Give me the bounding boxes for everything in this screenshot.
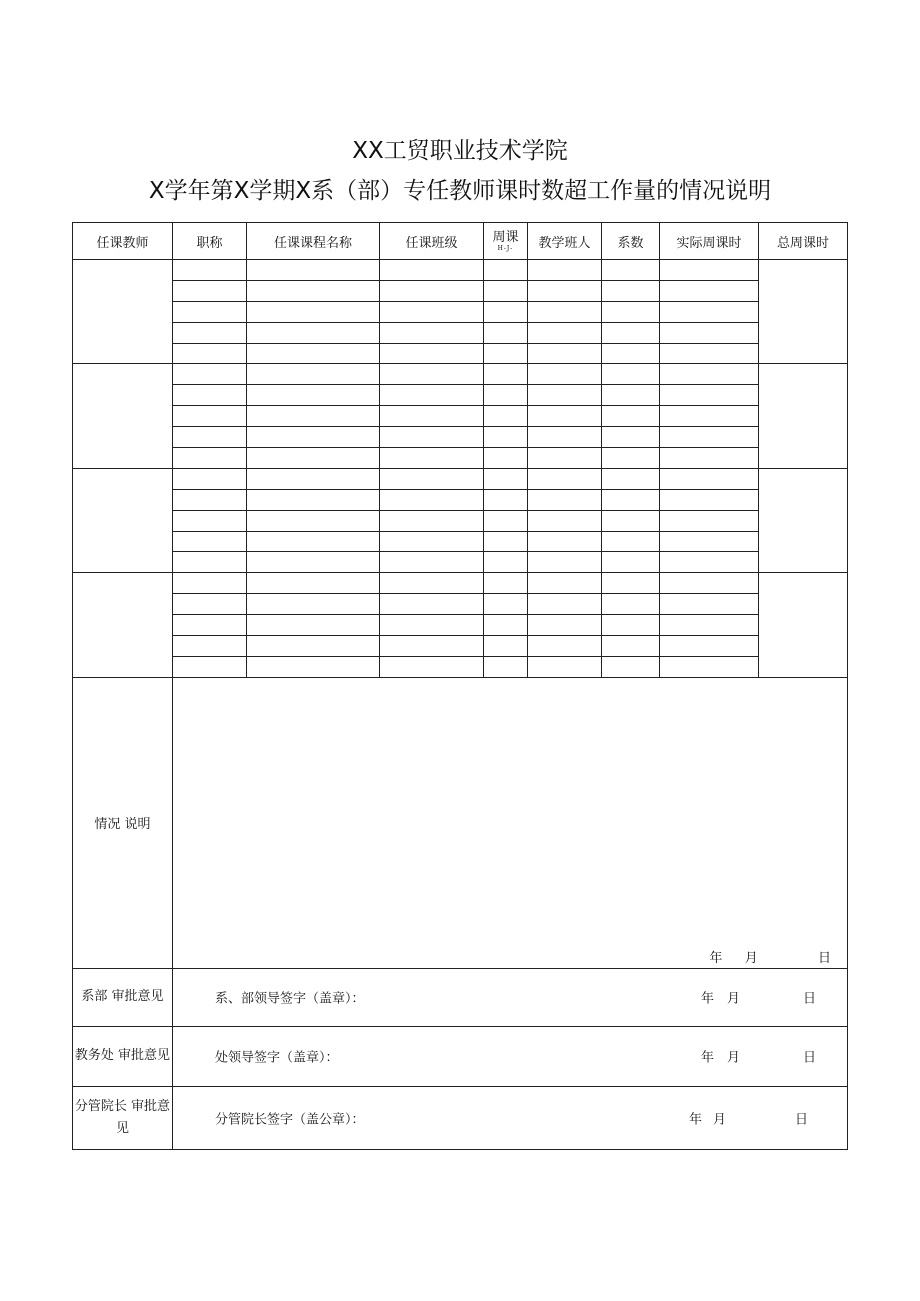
actual-hours-cell[interactable] bbox=[660, 343, 759, 364]
col-header-title: 职称 bbox=[173, 223, 247, 260]
approval-field-department[interactable] bbox=[173, 968, 848, 1026]
col-header-course: 任课课程名称 bbox=[247, 223, 380, 260]
signature-text-department: 系、部领导签字（盖章）： bbox=[215, 991, 365, 1007]
weekly-hours-cell[interactable] bbox=[484, 301, 528, 322]
actual-hours-cell[interactable] bbox=[660, 385, 759, 406]
weekly-hours-cell[interactable] bbox=[484, 594, 528, 615]
course-cell[interactable] bbox=[247, 615, 380, 636]
weekly-hours-cell[interactable] bbox=[484, 573, 528, 594]
weekly-hours-cell[interactable] bbox=[484, 510, 528, 531]
course-cell[interactable] bbox=[247, 322, 380, 343]
approval-label-department: 系部 审批意见 bbox=[73, 968, 173, 1026]
title-cell[interactable] bbox=[173, 636, 247, 657]
coefficient-cell[interactable] bbox=[602, 322, 660, 343]
title-cell[interactable] bbox=[173, 594, 247, 615]
title-cell[interactable] bbox=[173, 280, 247, 301]
course-cell[interactable] bbox=[247, 385, 380, 406]
course-cell[interactable] bbox=[247, 468, 380, 489]
class-cell[interactable] bbox=[380, 573, 484, 594]
coefficient-cell[interactable] bbox=[602, 636, 660, 657]
weekly-hours-cell[interactable] bbox=[484, 322, 528, 343]
course-cell[interactable] bbox=[247, 552, 380, 573]
class-cell[interactable] bbox=[380, 552, 484, 573]
class-cell[interactable] bbox=[380, 322, 484, 343]
weekly-hours-cell[interactable] bbox=[484, 448, 528, 469]
weekly-hours-cell[interactable] bbox=[484, 489, 528, 510]
coefficient-cell[interactable] bbox=[602, 343, 660, 364]
table-row bbox=[73, 573, 848, 594]
table-row bbox=[73, 322, 848, 343]
coefficient-cell[interactable] bbox=[602, 552, 660, 573]
students-cell[interactable] bbox=[528, 489, 602, 510]
teacher-cell[interactable] bbox=[73, 573, 173, 677]
workload-form-table bbox=[72, 222, 848, 1150]
coefficient-cell[interactable] bbox=[602, 594, 660, 615]
course-cell[interactable] bbox=[247, 594, 380, 615]
date-day: 日 bbox=[817, 950, 831, 966]
title-cell[interactable] bbox=[173, 615, 247, 636]
table-row bbox=[73, 636, 848, 657]
table-row bbox=[73, 489, 848, 510]
actual-hours-cell[interactable] bbox=[660, 656, 759, 677]
total-hours-cell[interactable] bbox=[759, 260, 848, 364]
students-cell[interactable] bbox=[528, 343, 602, 364]
class-cell[interactable] bbox=[380, 448, 484, 469]
table-row bbox=[73, 552, 848, 573]
weekly-hours-cell[interactable] bbox=[484, 636, 528, 657]
col-header-coefficient: 系数 bbox=[602, 223, 660, 260]
coefficient-cell[interactable] bbox=[602, 448, 660, 469]
students-cell[interactable] bbox=[528, 260, 602, 281]
table-row bbox=[73, 260, 848, 281]
class-cell[interactable] bbox=[380, 343, 484, 364]
weekly-hours-cell[interactable] bbox=[484, 531, 528, 552]
actual-hours-cell[interactable] bbox=[660, 489, 759, 510]
title-cell[interactable] bbox=[173, 364, 247, 385]
date-month: 月 bbox=[744, 950, 758, 966]
actual-hours-cell[interactable] bbox=[660, 468, 759, 489]
weekly-hours-cell[interactable] bbox=[484, 406, 528, 427]
teacher-cell[interactable] bbox=[73, 468, 173, 572]
course-cell[interactable] bbox=[247, 301, 380, 322]
table-row bbox=[73, 301, 848, 322]
approval-year-department: 年 bbox=[701, 991, 715, 1007]
coefficient-cell[interactable] bbox=[602, 427, 660, 448]
approval-month-department: 月 bbox=[727, 991, 741, 1007]
weekly-hours-cell[interactable] bbox=[484, 656, 528, 677]
students-cell[interactable] bbox=[528, 406, 602, 427]
students-cell[interactable] bbox=[528, 510, 602, 531]
table-row bbox=[73, 427, 848, 448]
col-header-class: 任课班级 bbox=[380, 223, 484, 260]
table-row bbox=[73, 448, 848, 469]
course-cell[interactable] bbox=[247, 280, 380, 301]
coefficient-cell[interactable] bbox=[602, 301, 660, 322]
total-hours-cell[interactable] bbox=[759, 468, 848, 572]
actual-hours-cell[interactable] bbox=[660, 427, 759, 448]
table-row bbox=[73, 280, 848, 301]
description-label: 情况 说明 bbox=[73, 677, 173, 968]
actual-hours-cell[interactable] bbox=[660, 552, 759, 573]
course-cell[interactable] bbox=[247, 531, 380, 552]
class-cell[interactable] bbox=[380, 260, 484, 281]
table-row bbox=[73, 406, 848, 427]
form-title: X学年第X学期X系（部）专任教师课时数超工作量的情况说明 bbox=[148, 178, 772, 204]
weekly-hours-cell[interactable] bbox=[484, 385, 528, 406]
students-cell[interactable] bbox=[528, 468, 602, 489]
col-header-total-hours: 总周课时 bbox=[759, 223, 848, 260]
title-cell[interactable] bbox=[173, 531, 247, 552]
approval-row-academic-affairs bbox=[73, 1026, 848, 1086]
course-cell[interactable] bbox=[247, 260, 380, 281]
students-cell[interactable] bbox=[528, 615, 602, 636]
teacher-cell[interactable] bbox=[73, 260, 173, 364]
course-cell[interactable] bbox=[247, 656, 380, 677]
course-cell[interactable] bbox=[247, 448, 380, 469]
students-cell[interactable] bbox=[528, 552, 602, 573]
students-cell[interactable] bbox=[528, 531, 602, 552]
coefficient-cell[interactable] bbox=[602, 615, 660, 636]
title-cell[interactable] bbox=[173, 406, 247, 427]
col-header-weekly-hours bbox=[484, 223, 528, 260]
approval-row-vice-president bbox=[73, 1086, 848, 1149]
actual-hours-cell[interactable] bbox=[660, 406, 759, 427]
teacher-cell[interactable] bbox=[73, 364, 173, 468]
class-cell[interactable] bbox=[380, 364, 484, 385]
actual-hours-cell[interactable] bbox=[660, 280, 759, 301]
table-row bbox=[73, 656, 848, 677]
title-cell[interactable] bbox=[173, 301, 247, 322]
coefficient-cell[interactable] bbox=[602, 656, 660, 677]
course-cell[interactable] bbox=[247, 573, 380, 594]
class-cell[interactable] bbox=[380, 427, 484, 448]
class-cell[interactable] bbox=[380, 489, 484, 510]
approval-month-vice-president: 月 bbox=[713, 1112, 727, 1128]
actual-hours-cell[interactable] bbox=[660, 510, 759, 531]
approval-month-academic-affairs: 月 bbox=[727, 1050, 741, 1066]
students-cell[interactable] bbox=[528, 280, 602, 301]
title-cell[interactable] bbox=[173, 385, 247, 406]
title-cell[interactable] bbox=[173, 573, 247, 594]
actual-hours-cell[interactable] bbox=[660, 636, 759, 657]
coefficient-cell[interactable] bbox=[602, 260, 660, 281]
weekly-hours-cell[interactable] bbox=[484, 364, 528, 385]
approval-day-vice-president: 日 bbox=[795, 1112, 809, 1128]
coefficient-cell[interactable] bbox=[602, 489, 660, 510]
course-cell[interactable] bbox=[247, 510, 380, 531]
weekly-hours-cell[interactable] bbox=[484, 343, 528, 364]
course-cell[interactable] bbox=[247, 427, 380, 448]
class-cell[interactable] bbox=[380, 385, 484, 406]
description-field[interactable] bbox=[173, 677, 848, 968]
coefficient-cell[interactable] bbox=[602, 573, 660, 594]
students-cell[interactable] bbox=[528, 301, 602, 322]
students-cell[interactable] bbox=[528, 636, 602, 657]
title-cell[interactable] bbox=[173, 510, 247, 531]
actual-hours-cell[interactable] bbox=[660, 322, 759, 343]
class-cell[interactable] bbox=[380, 510, 484, 531]
table-row bbox=[73, 364, 848, 385]
teacher-blocks bbox=[73, 260, 848, 678]
weekly-hours-cell[interactable] bbox=[484, 427, 528, 448]
coefficient-cell[interactable] bbox=[602, 531, 660, 552]
coefficient-cell[interactable] bbox=[602, 364, 660, 385]
approval-label-vice-president: 分管院长 审批意见 bbox=[73, 1086, 173, 1149]
approval-year-vice-president: 年 bbox=[689, 1112, 703, 1128]
title-cell[interactable] bbox=[173, 322, 247, 343]
weekly-hours-cell[interactable] bbox=[484, 552, 528, 573]
total-hours-cell[interactable] bbox=[759, 364, 848, 468]
course-cell[interactable] bbox=[247, 636, 380, 657]
weekly-hours-label: 周课 bbox=[492, 229, 519, 245]
class-cell[interactable] bbox=[380, 656, 484, 677]
header-row bbox=[73, 223, 848, 260]
col-header-teacher: 任课教师 bbox=[73, 223, 173, 260]
approval-field-vice-president[interactable] bbox=[173, 1086, 848, 1149]
class-cell[interactable] bbox=[380, 406, 484, 427]
class-cell[interactable] bbox=[380, 280, 484, 301]
coefficient-cell[interactable] bbox=[602, 510, 660, 531]
table-row bbox=[73, 594, 848, 615]
col-header-actual-hours: 实际周课时 bbox=[660, 223, 759, 260]
actual-hours-cell[interactable] bbox=[660, 301, 759, 322]
class-cell[interactable] bbox=[380, 636, 484, 657]
title-cell[interactable] bbox=[173, 260, 247, 281]
approval-day-department: 日 bbox=[803, 991, 817, 1007]
bottom-section bbox=[73, 677, 848, 1149]
table-body bbox=[73, 223, 848, 260]
weekly-hours-cell[interactable] bbox=[484, 468, 528, 489]
approval-label-academic-affairs: 教务处 审批意见 bbox=[73, 1026, 173, 1086]
actual-hours-cell[interactable] bbox=[660, 260, 759, 281]
coefficient-cell[interactable] bbox=[602, 385, 660, 406]
class-cell[interactable] bbox=[380, 531, 484, 552]
students-cell[interactable] bbox=[528, 448, 602, 469]
actual-hours-cell[interactable] bbox=[660, 573, 759, 594]
table-row bbox=[73, 510, 848, 531]
approval-field-academic-affairs[interactable] bbox=[173, 1026, 848, 1086]
table-row bbox=[73, 343, 848, 364]
actual-hours-cell[interactable] bbox=[660, 364, 759, 385]
total-hours-cell[interactable] bbox=[759, 573, 848, 677]
class-cell[interactable] bbox=[380, 468, 484, 489]
description-row bbox=[73, 677, 848, 968]
approval-row-department bbox=[73, 968, 848, 1026]
weekly-hours-cell[interactable] bbox=[484, 615, 528, 636]
title-cell[interactable] bbox=[173, 448, 247, 469]
institution-title: XX工贸职业技术学院 bbox=[352, 138, 568, 164]
approval-year-academic-affairs: 年 bbox=[701, 1050, 715, 1066]
col-header-students: 教学班人 bbox=[528, 223, 602, 260]
students-cell[interactable] bbox=[528, 573, 602, 594]
title-cell[interactable] bbox=[173, 343, 247, 364]
coefficient-cell[interactable] bbox=[602, 406, 660, 427]
students-cell[interactable] bbox=[528, 594, 602, 615]
table-row bbox=[73, 468, 848, 489]
class-cell[interactable] bbox=[380, 301, 484, 322]
course-cell[interactable] bbox=[247, 489, 380, 510]
students-cell[interactable] bbox=[528, 385, 602, 406]
class-cell[interactable] bbox=[380, 594, 484, 615]
students-cell[interactable] bbox=[528, 656, 602, 677]
weekly-hours-cell[interactable] bbox=[484, 260, 528, 281]
table-row bbox=[73, 385, 848, 406]
table-row bbox=[73, 615, 848, 636]
approval-day-academic-affairs: 日 bbox=[803, 1050, 817, 1066]
students-cell[interactable] bbox=[528, 364, 602, 385]
title-cell[interactable] bbox=[173, 427, 247, 448]
title-cell[interactable] bbox=[173, 468, 247, 489]
title-cell[interactable] bbox=[173, 656, 247, 677]
title-cell[interactable] bbox=[173, 489, 247, 510]
description-date bbox=[709, 947, 831, 966]
weekly-hours-sublabel: H-J- bbox=[497, 244, 514, 252]
course-cell[interactable] bbox=[247, 406, 380, 427]
coefficient-cell[interactable] bbox=[602, 468, 660, 489]
date-year: 年 bbox=[709, 950, 723, 966]
class-cell[interactable] bbox=[380, 615, 484, 636]
course-cell[interactable] bbox=[247, 343, 380, 364]
title-cell[interactable] bbox=[173, 552, 247, 573]
coefficient-cell[interactable] bbox=[602, 280, 660, 301]
course-cell[interactable] bbox=[247, 364, 380, 385]
actual-hours-cell[interactable] bbox=[660, 615, 759, 636]
actual-hours-cell[interactable] bbox=[660, 448, 759, 469]
students-cell[interactable] bbox=[528, 322, 602, 343]
table-row bbox=[73, 531, 848, 552]
actual-hours-cell[interactable] bbox=[660, 531, 759, 552]
actual-hours-cell[interactable] bbox=[660, 594, 759, 615]
signature-text-vice-president: 分管院长签字（盖公章）： bbox=[215, 1112, 365, 1128]
students-cell[interactable] bbox=[528, 427, 602, 448]
signature-text-academic-affairs: 处领导签字（盖章）： bbox=[215, 1050, 339, 1066]
weekly-hours-cell[interactable] bbox=[484, 280, 528, 301]
